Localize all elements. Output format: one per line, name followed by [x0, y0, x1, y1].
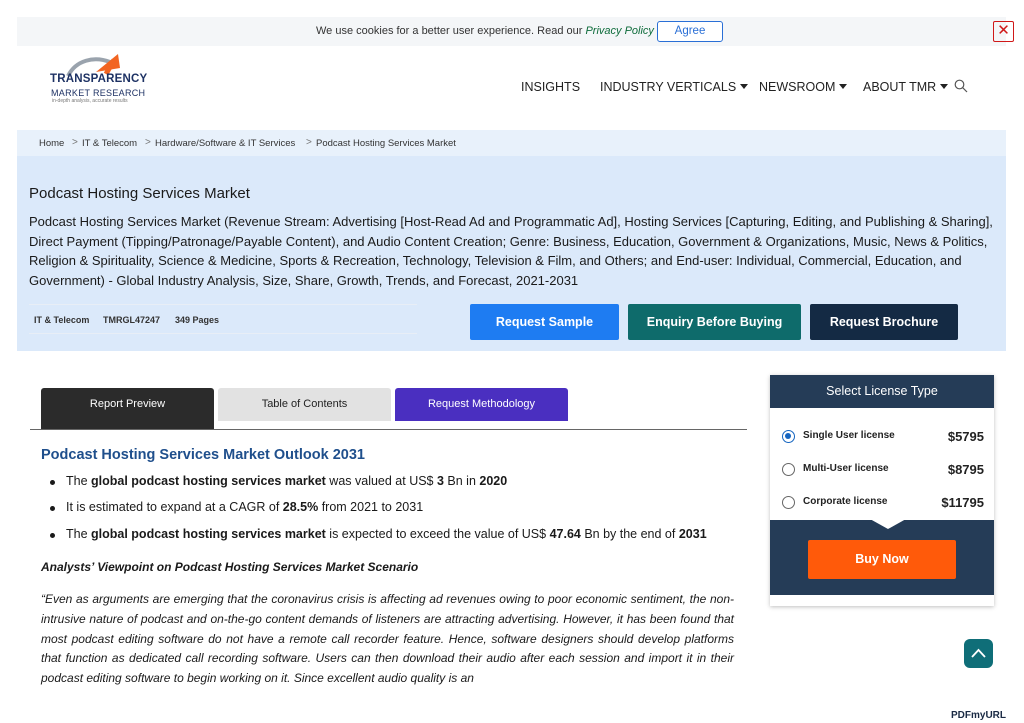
breadcrumb-separator: > [145, 137, 151, 148]
scroll-top-button[interactable] [964, 639, 993, 668]
report-category: IT & Telecom [34, 315, 90, 325]
tab-divider [30, 429, 747, 430]
license-price: $8795 [947, 462, 984, 477]
close-cookie-button[interactable]: ✕ [993, 21, 1014, 42]
tab-report-preview[interactable]: Report Preview [41, 388, 214, 429]
tmr-logo[interactable] [50, 52, 150, 106]
bullet-text: Bn in [443, 474, 480, 488]
viewpoint-heading: Analysts’ Viewpoint on Podcast Hosting Services Market Scenario [41, 560, 419, 574]
nav-newsroom-label: NEWSROOM [759, 80, 836, 94]
bullet-text: The [66, 474, 92, 488]
tab-request-methodology[interactable]: Request Methodology [395, 388, 568, 421]
bullet-bold: global podcast hosting services market [91, 474, 326, 488]
license-option-single[interactable] [782, 427, 984, 447]
nav-newsroom[interactable] [759, 80, 847, 94]
report-pages: 349 Pages [175, 315, 220, 325]
bullet-text: The [66, 527, 92, 541]
license-price: $11795 [941, 495, 984, 510]
license-option-corporate[interactable] [782, 493, 984, 513]
outlook-heading: Podcast Hosting Services Market Outlook 2031 [41, 447, 365, 463]
cookie-banner [17, 17, 1010, 46]
license-name: Multi-User license [803, 463, 889, 474]
breadcrumb-home[interactable]: Home [39, 138, 65, 149]
bullet-text: It is estimated to expand at a CAGR of [66, 500, 283, 514]
breadcrumb-hardware[interactable]: Hardware/Software & IT Services [155, 138, 296, 149]
bullet-text: is expected to exceed the value of US$ [325, 527, 550, 541]
notch-icon [870, 519, 906, 529]
cookie-text: We use cookies for a better user experience. Read our [316, 25, 583, 37]
bullet-bold: 3 [436, 474, 444, 488]
enquiry-button[interactable]: Enquiry Before Buying [628, 304, 801, 340]
request-brochure-button[interactable]: Request Brochure [810, 304, 958, 340]
radio-icon[interactable] [782, 496, 795, 509]
cookie-message [316, 25, 654, 37]
nav-industry-label: INDUSTRY VERTICALS [600, 80, 737, 94]
agree-button[interactable]: Agree [657, 21, 723, 42]
license-option-multi[interactable] [782, 460, 984, 480]
breadcrumb-current: Podcast Hosting Services Market [316, 138, 456, 149]
caret-down-icon [740, 84, 748, 89]
nav-about[interactable] [863, 80, 948, 94]
report-code: TMRGL47247 [103, 315, 161, 325]
radio-icon[interactable] [782, 463, 795, 476]
bullet-bold: global podcast hosting services market [91, 527, 326, 541]
search-icon[interactable] [954, 79, 968, 93]
breadcrumb-separator: > [72, 137, 78, 148]
bullet-text: from 2021 to 2031 [318, 500, 424, 514]
request-sample-button[interactable]: Request Sample [470, 304, 619, 340]
report-title: Podcast Hosting Services Market [29, 185, 250, 202]
buy-now-button[interactable]: Buy Now [808, 540, 956, 579]
breadcrumb-it-telecom[interactable]: IT & Telecom [82, 138, 138, 149]
logo-line2: MARKET RESEARCH [51, 88, 146, 98]
breadcrumb-separator: > [306, 137, 312, 148]
caret-down-icon [839, 84, 847, 89]
logo-line1: TRANSPARENCY [50, 73, 148, 85]
nav-insights[interactable]: INSIGHTS [521, 80, 581, 94]
tab-table-of-contents[interactable]: Table of Contents [218, 388, 391, 421]
bullet-bold: 2020 [479, 474, 508, 488]
bullet-bold: 47.64 [549, 527, 581, 541]
bullet-bold: 2031 [678, 527, 707, 541]
nav-about-label: ABOUT TMR [863, 80, 937, 94]
bullet-text: was valued at US$ [325, 474, 437, 488]
nav-industry-verticals[interactable] [600, 80, 748, 94]
viewpoint-quote: “Even as arguments are emerging that the coronavirus crisis is affecting ad revenues owing to poor economic sentiment, the non-intrusive nature of podcast and on-the-go content demands of listeners are attracting advertising. However, it has been found that most podcast editing software do not have a remote call recorder feature. Hence, software designers should develop platforms that function as dedicated call recording software. Users can then download their audio after each session and import it in their podcast editing software to begin working on it. Since excellent audio quality is an [41, 592, 734, 686]
report-meta [29, 304, 417, 334]
license-price: $5795 [947, 429, 984, 444]
report-hero [17, 156, 1006, 351]
bullet-text: Bn by the end of [580, 527, 679, 541]
license-name: Single User license [803, 430, 895, 441]
logo-tagline: in-depth analysis, accurate results [52, 98, 128, 104]
radio-selected-icon[interactable] [782, 430, 795, 443]
privacy-policy-link[interactable]: Privacy Policy [585, 25, 654, 37]
pdfmyurl-watermark: PDFmyURL [951, 710, 1007, 721]
bullet-bold: 28.5% [282, 500, 319, 514]
license-panel [770, 375, 994, 606]
report-description: Podcast Hosting Services Market (Revenue Stream: Advertising [Host-Read Ad and Programmatic Ad], Hosting Services [Capturing, Editing, and Publishing & Sharing], Direct Payment (Tipping/Patronage/Payable Content), and Audio Content Creation; Genre: Business, Education, Government & Organizations, Music, News & Politics, Religion & Spirituality, Science & Medicine, Sports & Recreation, Technology, Television & Film, and Others; and End-user: Individual, Commercial, Education, and Government) - Global Industry Analysis, Size, Share, Growth, Trends, and Forecast, 2021-2031 [29, 214, 993, 289]
license-name: Corporate license [803, 496, 888, 507]
breadcrumb [17, 130, 1006, 156]
license-heading: Select License Type [770, 375, 994, 408]
caret-down-icon [940, 84, 948, 89]
chevron-up-icon [964, 639, 993, 668]
